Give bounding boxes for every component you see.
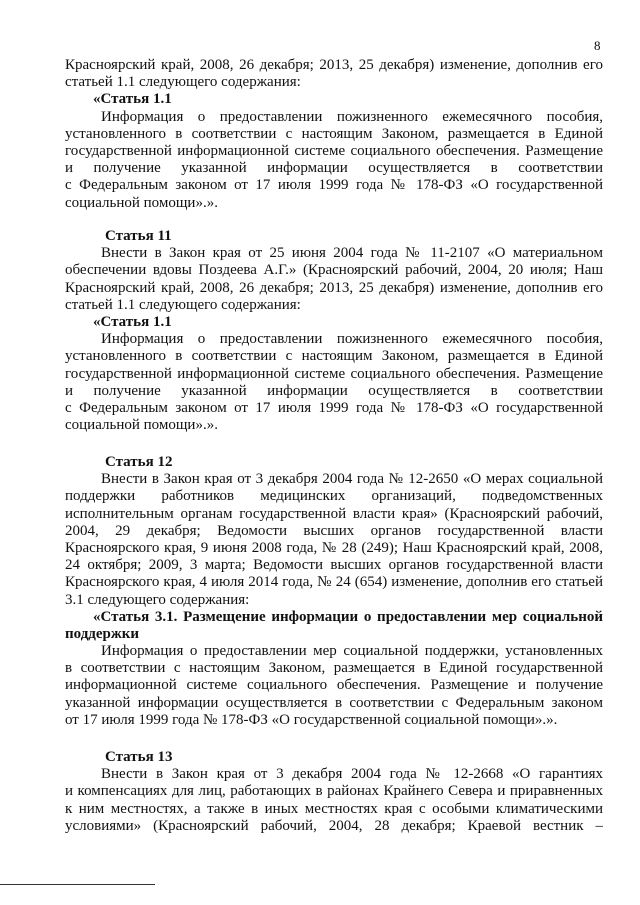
top-block: [65, 57, 603, 212]
text-line: Красноярского края, 9 июня 2008 года, № 28 (249); Наш Красноярский край, 2008,: [65, 539, 603, 556]
text-line: от 17 июля 1999 года № 178-ФЗ «О государственной социальной помощи».».: [65, 711, 558, 728]
text-line: Внести в Закон края от 3 декабря 2004 года № 12-2650 «О мерах социальной: [101, 471, 603, 488]
text-line: Информация о предоставлении пожизненного ежемесячного пособия,: [101, 108, 603, 125]
text-line: социальной помощи».».: [65, 194, 218, 211]
text-line: статьей 1.1 следующего содержания:: [65, 74, 301, 91]
text-line: 3.1 следующего содержания:: [65, 591, 250, 608]
text-line: с Федеральным законом от 17 июля 1999 года № 178-ФЗ «О государственной: [65, 399, 603, 416]
article-11: [65, 228, 603, 434]
text-line: статьей 1.1 следующего содержания:: [65, 296, 301, 313]
text-line: обеспечении вдовы Поздеева А.Г.» (Красноярский рабочий, 2004, 20 июля; Наш: [65, 262, 603, 279]
quoted-article-heading-cont: поддержки: [65, 625, 140, 642]
text-line: в соответствии с настоящим Законом, размещается в Единой государственной: [65, 660, 603, 677]
text-line: государственной информационной системе социального обеспечения. Размещение: [65, 142, 603, 159]
text-line: и получение указанной информации осуществляется в соответствии: [65, 382, 603, 399]
text-line: установленного в соответствии с настоящим Законом, размещается в Единой: [65, 125, 603, 142]
text-line: Красноярского края, 4 июля 2014 года, № 24 (654) изменение, дополнив его статьей: [65, 574, 603, 591]
quoted-article-heading: «Статья 3.1. Размещение информации о предоставлении мер социальной: [93, 608, 603, 625]
text-line: Информация о предоставлении пожизненного ежемесячного пособия,: [101, 331, 603, 348]
text-line: с Федеральным законом от 17 июля 1999 года № 178-ФЗ «О государственной: [65, 177, 603, 194]
text-line: информационной системе социального обеспечения. Размещение и получение: [65, 677, 603, 694]
quoted-article-heading: «Статья 1.1: [93, 313, 172, 330]
text-line: Внести в Закон края от 3 декабря 2004 года № 12-2668 «О гарантиях: [101, 766, 603, 783]
page-number: 8: [594, 38, 601, 53]
text-line: Красноярский край, 2008, 26 декабря; 2013, 25 декабря) изменение, дополнив его: [65, 279, 603, 296]
text-line: Информация о предоставлении мер социальной поддержки, установленных: [101, 643, 603, 660]
text-line: Внести в Закон края от 25 июня 2004 года № 11-2107 «О материальном: [101, 245, 603, 262]
text-line: государственной информационной системе социального обеспечения. Размещение: [65, 365, 603, 382]
text-line: установленного в соответствии с настоящим Законом, размещается в Единой: [65, 348, 603, 365]
text-line: указанной информации осуществляется в соответствии с Федеральным законом: [65, 694, 603, 711]
text-line: 2004, 29 декабря; Ведомости высших органов государственной власти: [65, 522, 603, 539]
text-line: и получение указанной информации осуществляется в соответствии: [65, 160, 603, 177]
text-line: Красноярский край, 2008, 26 декабря; 2013, 25 декабря) изменение, дополнив его: [65, 57, 603, 73]
text-line: социальной помощи».».: [65, 417, 218, 434]
article-12: [65, 454, 603, 729]
text-line: исполнительным органам государственной власти края» (Красноярский рабочий,: [65, 505, 603, 522]
text-line: условиями» (Красноярский рабочий, 2004, 28 декабря; Краевой вестник –: [65, 817, 603, 834]
text-line: поддержки работников медицинских организаций, подведомственных: [65, 488, 603, 505]
footnote-divider: [0, 884, 155, 885]
text-line: 24 октября; 2009, 3 марта; Ведомости высших органов государственной власти: [65, 557, 603, 574]
text-line: к ним местностях, а также в иных местностях края с особыми климатическими: [65, 800, 603, 817]
quoted-article-heading: «Статья 1.1: [93, 91, 172, 108]
article-heading: Статья 12: [105, 454, 173, 470]
article-heading: Статья 11: [105, 228, 172, 244]
text-line: и компенсациях для лиц, работающих в районах Крайнего Севера и приравненных: [65, 783, 603, 800]
article-13: [65, 749, 603, 835]
article-heading: Статья 13: [105, 749, 173, 765]
